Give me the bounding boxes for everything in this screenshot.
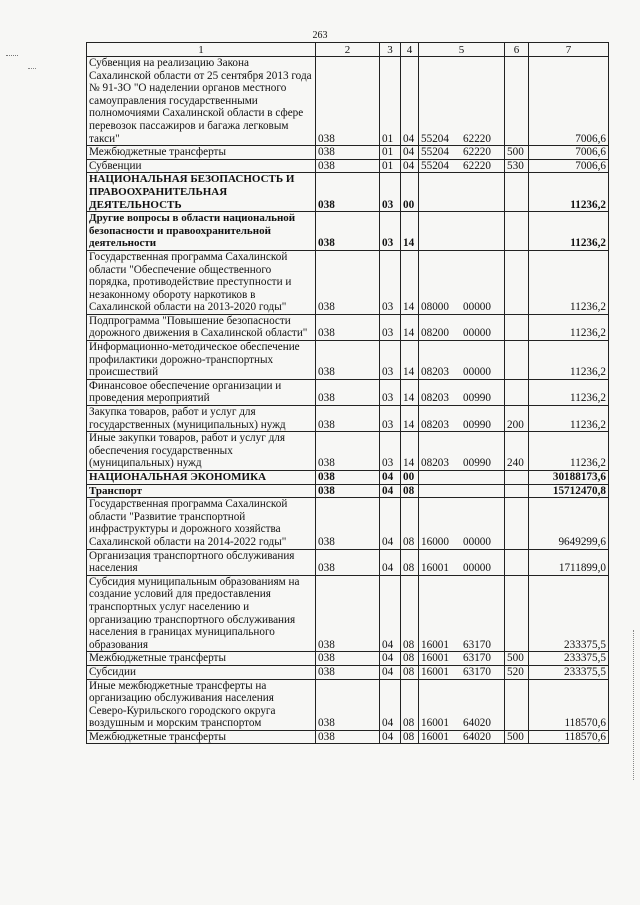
table-row xyxy=(87,498,609,549)
table-row xyxy=(87,250,609,314)
code-ministry: 038 xyxy=(316,730,380,744)
code-target-direction: 00990 xyxy=(463,457,491,470)
table-row xyxy=(87,379,609,405)
code-target-direction: 00000 xyxy=(463,562,491,575)
item-name: Организация транспортного обслуживания населения xyxy=(87,549,316,575)
code-target-direction: 64020 xyxy=(463,730,491,743)
item-name: Субвенция на реализацию Закона Сахалинской области от 25 сентября 2013 года № 91-ЗО "О наделении органов местного самоуправления государственными полномочиями Сахалинской области в сфере перевозок пассажиров и багажа легковым такси" xyxy=(87,57,316,146)
code-subsection: 14 xyxy=(401,314,419,340)
item-name: Межбюджетные трансферты xyxy=(87,730,316,744)
code-target-direction: 00000 xyxy=(463,366,491,379)
code-expense-type xyxy=(505,341,529,380)
code-section: 03 xyxy=(380,432,401,471)
code-target-item xyxy=(419,341,505,380)
code-target-item xyxy=(419,665,505,679)
code-target-program: 16001 xyxy=(421,562,449,575)
code-ministry: 038 xyxy=(316,406,380,432)
table-header-row xyxy=(87,43,609,57)
code-target-item xyxy=(419,549,505,575)
code-expense-type xyxy=(505,484,529,498)
code-section: 03 xyxy=(380,341,401,380)
amount: 11236,2 xyxy=(529,314,609,340)
table-row xyxy=(87,730,609,744)
table-row xyxy=(87,471,609,485)
code-target-item xyxy=(419,314,505,340)
code-target-program: 16001 xyxy=(421,665,449,678)
amount: 11236,2 xyxy=(529,173,609,212)
code-target-item xyxy=(419,57,505,146)
table-row xyxy=(87,665,609,679)
code-expense-type xyxy=(505,575,529,652)
item-name: Государственная программа Сахалинской области "Обеспечение общественного порядка, противодействие преступности и незаконному обороту наркотиков в Сахалинской области на 2013-2020 годы" xyxy=(87,250,316,314)
amount: 11236,2 xyxy=(529,250,609,314)
code-section: 03 xyxy=(380,406,401,432)
code-target-direction: 00000 xyxy=(463,535,491,548)
code-expense-type xyxy=(505,471,529,485)
amount: 11236,2 xyxy=(529,406,609,432)
code-ministry: 038 xyxy=(316,212,380,251)
table-row xyxy=(87,679,609,730)
code-target-direction: 62220 xyxy=(463,159,491,172)
code-target-program: 08200 xyxy=(421,327,449,340)
item-name: Межбюджетные трансферты xyxy=(87,652,316,666)
code-target-item xyxy=(419,498,505,549)
code-target-program: 08203 xyxy=(421,418,449,431)
table-row xyxy=(87,173,609,212)
item-name: Подпрограмма "Повышение безопасности дорожного движения в Сахалинской области" xyxy=(87,314,316,340)
table-row xyxy=(87,159,609,173)
margin-mark xyxy=(28,68,36,70)
code-target-direction: 64020 xyxy=(463,717,491,730)
code-expense-type xyxy=(505,498,529,549)
code-target-item xyxy=(419,379,505,405)
header-cell: 7 xyxy=(529,43,609,57)
code-subsection: 00 xyxy=(401,471,419,485)
amount: 11236,2 xyxy=(529,212,609,251)
code-section: 04 xyxy=(380,652,401,666)
code-subsection: 08 xyxy=(401,484,419,498)
code-subsection: 14 xyxy=(401,341,419,380)
code-expense-type xyxy=(505,549,529,575)
code-expense-type: 500 xyxy=(505,146,529,160)
item-name: НАЦИОНАЛЬНАЯ ЭКОНОМИКА xyxy=(87,471,316,485)
amount: 30188173,6 xyxy=(529,471,609,485)
table-row xyxy=(87,341,609,380)
code-target-item xyxy=(419,652,505,666)
code-target-program: 55204 xyxy=(421,146,449,159)
code-target-item xyxy=(419,159,505,173)
code-target-item xyxy=(419,250,505,314)
header-cell: 2 xyxy=(316,43,380,57)
amount: 233375,5 xyxy=(529,575,609,652)
code-ministry: 038 xyxy=(316,173,380,212)
code-subsection: 08 xyxy=(401,679,419,730)
code-ministry: 038 xyxy=(316,432,380,471)
amount: 9649299,6 xyxy=(529,498,609,549)
code-expense-type: 200 xyxy=(505,406,529,432)
code-target-program: 55204 xyxy=(421,159,449,172)
amount: 233375,5 xyxy=(529,652,609,666)
code-target-program: 55204 xyxy=(421,132,449,145)
code-ministry: 038 xyxy=(316,679,380,730)
code-section: 04 xyxy=(380,549,401,575)
code-target-program: 16001 xyxy=(421,652,449,665)
code-section: 03 xyxy=(380,314,401,340)
amount: 118570,6 xyxy=(529,730,609,744)
code-target-program: 16001 xyxy=(421,730,449,743)
code-section: 04 xyxy=(380,484,401,498)
code-subsection: 04 xyxy=(401,159,419,173)
item-name: Иные межбюджетные трансферты на организацию обслуживания населения Северо-Курильского городского округа воздушным и морским транспортом xyxy=(87,679,316,730)
code-subsection: 14 xyxy=(401,212,419,251)
amount: 1711899,0 xyxy=(529,549,609,575)
budget-table xyxy=(86,42,609,744)
code-subsection: 04 xyxy=(401,57,419,146)
code-target-item xyxy=(419,679,505,730)
code-target-direction: 00000 xyxy=(463,327,491,340)
code-expense-type: 520 xyxy=(505,665,529,679)
code-ministry: 038 xyxy=(316,250,380,314)
code-target-direction: 62220 xyxy=(463,146,491,159)
amount: 7006,6 xyxy=(529,146,609,160)
item-name: Финансовое обеспечение организации и проведения мероприятий xyxy=(87,379,316,405)
item-name: Транспорт xyxy=(87,484,316,498)
code-subsection: 00 xyxy=(401,173,419,212)
code-section: 03 xyxy=(380,250,401,314)
code-target-program: 16001 xyxy=(421,638,449,651)
code-ministry: 038 xyxy=(316,484,380,498)
header-cell: 6 xyxy=(505,43,529,57)
code-ministry: 038 xyxy=(316,146,380,160)
header-cell: 5 xyxy=(419,43,505,57)
code-target-item xyxy=(419,146,505,160)
code-target-program: 08203 xyxy=(421,457,449,470)
table-row xyxy=(87,652,609,666)
code-target-direction: 00000 xyxy=(463,301,491,314)
code-ministry: 038 xyxy=(316,498,380,549)
code-section: 04 xyxy=(380,730,401,744)
code-target-item xyxy=(419,471,505,485)
code-section: 01 xyxy=(380,159,401,173)
code-subsection: 08 xyxy=(401,652,419,666)
margin-mark xyxy=(6,55,18,66)
code-section: 03 xyxy=(380,212,401,251)
code-expense-type: 530 xyxy=(505,159,529,173)
code-target-item xyxy=(419,173,505,212)
table-row xyxy=(87,406,609,432)
code-target-program: 08000 xyxy=(421,301,449,314)
code-ministry: 038 xyxy=(316,549,380,575)
code-target-program: 16000 xyxy=(421,535,449,548)
amount: 11236,2 xyxy=(529,341,609,380)
code-subsection: 08 xyxy=(401,549,419,575)
code-target-item xyxy=(419,575,505,652)
code-ministry: 038 xyxy=(316,665,380,679)
code-target-program: 16001 xyxy=(421,717,449,730)
item-name: НАЦИОНАЛЬНАЯ БЕЗОПАСНОСТЬ И ПРАВООХРАНИТЕЛЬНАЯ ДЕЯТЕЛЬНОСТЬ xyxy=(87,173,316,212)
code-ministry: 038 xyxy=(316,652,380,666)
code-subsection: 14 xyxy=(401,406,419,432)
code-expense-type xyxy=(505,212,529,251)
code-section: 03 xyxy=(380,173,401,212)
header-cell: 1 xyxy=(87,43,316,57)
code-subsection: 04 xyxy=(401,146,419,160)
page-number: 263 xyxy=(312,30,328,41)
code-subsection: 14 xyxy=(401,432,419,471)
code-expense-type: 500 xyxy=(505,652,529,666)
code-section: 03 xyxy=(380,379,401,405)
amount: 7006,6 xyxy=(529,159,609,173)
code-target-direction: 63170 xyxy=(463,652,491,665)
item-name: Субсидия муниципальным образованиям на создание условий для предоставления транспортных услуг населению и организацию транспортного обслуживания населения в границах муниципального образования xyxy=(87,575,316,652)
code-target-direction: 00990 xyxy=(463,418,491,431)
table-row xyxy=(87,549,609,575)
code-expense-type: 240 xyxy=(505,432,529,471)
code-section: 04 xyxy=(380,665,401,679)
code-target-item xyxy=(419,730,505,744)
code-ministry: 038 xyxy=(316,379,380,405)
amount: 11236,2 xyxy=(529,432,609,471)
code-target-direction: 63170 xyxy=(463,665,491,678)
item-name: Иные закупки товаров, работ и услуг для обеспечения государственных (муниципальных) нужд xyxy=(87,432,316,471)
code-target-item xyxy=(419,432,505,471)
header-cell: 3 xyxy=(380,43,401,57)
code-expense-type xyxy=(505,173,529,212)
item-name: Субсидии xyxy=(87,665,316,679)
code-expense-type xyxy=(505,679,529,730)
code-subsection: 08 xyxy=(401,730,419,744)
code-target-program: 08203 xyxy=(421,392,449,405)
code-expense-type xyxy=(505,379,529,405)
code-expense-type xyxy=(505,57,529,146)
code-expense-type xyxy=(505,250,529,314)
item-name: Информационно-методическое обеспечение профилактики дорожно-транспортных происшествий xyxy=(87,341,316,380)
code-target-direction: 62220 xyxy=(463,132,491,145)
code-target-item xyxy=(419,212,505,251)
code-target-direction: 00990 xyxy=(463,392,491,405)
item-name: Закупка товаров, работ и услуг для государственных (муниципальных) нужд xyxy=(87,406,316,432)
table-row xyxy=(87,57,609,146)
code-subsection: 14 xyxy=(401,379,419,405)
code-target-item xyxy=(419,406,505,432)
code-expense-type xyxy=(505,314,529,340)
code-subsection: 08 xyxy=(401,665,419,679)
item-name: Государственная программа Сахалинской области "Развитие транспортной инфраструктуры и дорожного хозяйства Сахалинской области на 2014-2022 годы" xyxy=(87,498,316,549)
scan-edge xyxy=(633,630,640,780)
item-name: Межбюджетные трансферты xyxy=(87,146,316,160)
table-row xyxy=(87,432,609,471)
table-row xyxy=(87,314,609,340)
item-name: Другие вопросы в области национальной безопасности и правоохранительной деятельности xyxy=(87,212,316,251)
table-row xyxy=(87,212,609,251)
code-subsection: 08 xyxy=(401,575,419,652)
amount: 11236,2 xyxy=(529,379,609,405)
code-ministry: 038 xyxy=(316,471,380,485)
code-section: 04 xyxy=(380,679,401,730)
amount: 7006,6 xyxy=(529,57,609,146)
code-ministry: 038 xyxy=(316,57,380,146)
code-section: 04 xyxy=(380,471,401,485)
item-name: Субвенции xyxy=(87,159,316,173)
header-cell: 4 xyxy=(401,43,419,57)
amount: 118570,6 xyxy=(529,679,609,730)
code-section: 04 xyxy=(380,498,401,549)
code-section: 01 xyxy=(380,146,401,160)
code-ministry: 038 xyxy=(316,575,380,652)
table-row xyxy=(87,575,609,652)
code-subsection: 14 xyxy=(401,250,419,314)
code-section: 04 xyxy=(380,575,401,652)
code-section: 01 xyxy=(380,57,401,146)
amount: 233375,5 xyxy=(529,665,609,679)
table-row xyxy=(87,484,609,498)
code-expense-type: 500 xyxy=(505,730,529,744)
table-row xyxy=(87,146,609,160)
code-ministry: 038 xyxy=(316,314,380,340)
amount: 15712470,8 xyxy=(529,484,609,498)
code-ministry: 038 xyxy=(316,159,380,173)
code-ministry: 038 xyxy=(316,341,380,380)
code-target-item xyxy=(419,484,505,498)
code-target-program: 08203 xyxy=(421,366,449,379)
code-target-direction: 63170 xyxy=(463,638,491,651)
code-subsection: 08 xyxy=(401,498,419,549)
